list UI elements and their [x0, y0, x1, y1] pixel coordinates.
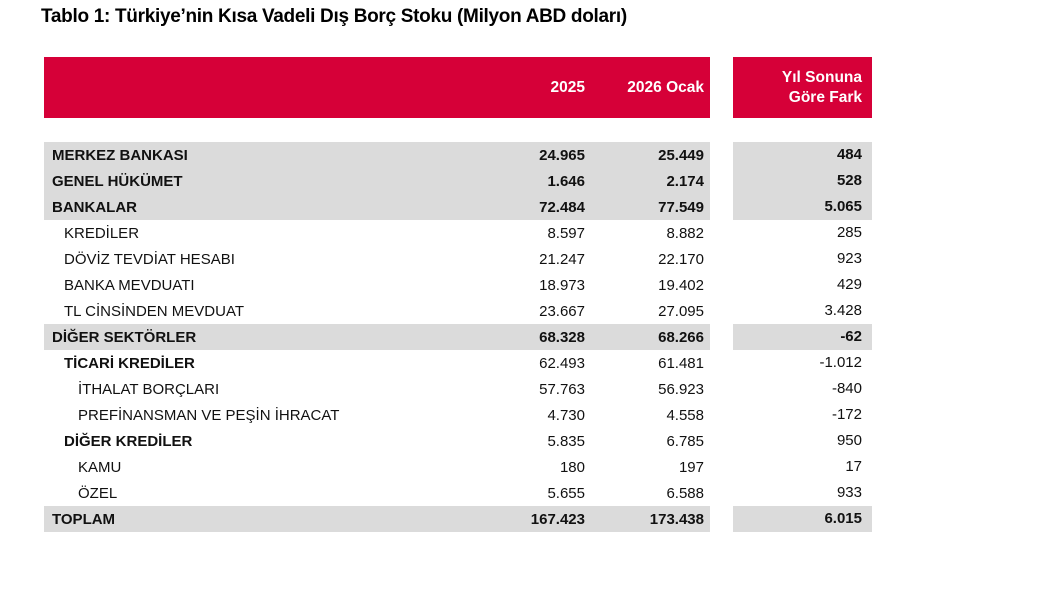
- value-2026-ocak: 22.170: [658, 250, 704, 268]
- table-row: [44, 480, 872, 506]
- row-label: ÖZEL: [78, 484, 118, 502]
- row-label: TL CİNSİNDEN MEVDUAT: [64, 302, 245, 320]
- value-2026-ocak: 68.266: [658, 328, 704, 346]
- row-label: TOPLAM: [52, 510, 116, 528]
- value-2025: 4.730: [547, 406, 585, 424]
- table-row: [44, 402, 872, 428]
- table-row: [44, 142, 872, 168]
- table-row: [44, 168, 872, 194]
- value-2025: 18.973: [539, 276, 585, 294]
- value-fark: 429: [733, 272, 872, 298]
- value-2026-ocak: 77.549: [658, 198, 704, 216]
- row-label: BANKALAR: [52, 198, 137, 216]
- table-body: [44, 142, 872, 532]
- value-fark: -1.012: [733, 350, 872, 376]
- column-header-2026-ocak: 2026 Ocak: [627, 78, 704, 96]
- value-fark: 484: [733, 142, 872, 168]
- table-row: [44, 246, 872, 272]
- value-fark: 285: [733, 220, 872, 246]
- value-fark: 3.428: [733, 298, 872, 324]
- value-fark: 5.065: [733, 194, 872, 220]
- row-label: DÖVİZ TEVDİAT HESABI: [64, 250, 235, 268]
- value-2026-ocak: 197: [678, 458, 704, 476]
- value-2026-ocak: 19.402: [658, 276, 704, 294]
- value-2025: 5.655: [547, 484, 585, 502]
- table-row: [44, 272, 872, 298]
- table-header-main: [44, 57, 710, 118]
- value-2025: 180: [559, 458, 585, 476]
- column-header-fark-line2: Göre Fark: [788, 88, 862, 106]
- table-row: [44, 220, 872, 246]
- column-header-fark-line1: Yıl Sonuna: [781, 68, 862, 86]
- debt-table: [44, 57, 872, 532]
- column-gap: [710, 57, 733, 118]
- value-fark: 923: [733, 246, 872, 272]
- value-2026-ocak: 2.174: [666, 172, 704, 190]
- table-row: [44, 298, 872, 324]
- row-label: BANKA MEVDUATI: [64, 276, 195, 294]
- value-2026-ocak: 8.882: [666, 224, 704, 242]
- row-label: KAMU: [78, 458, 122, 476]
- table-row: [44, 506, 872, 532]
- value-fark: 933: [733, 480, 872, 506]
- row-label: İTHALAT BORÇLARI: [78, 380, 220, 398]
- value-2026-ocak: 25.449: [658, 146, 704, 164]
- table-row: [44, 454, 872, 480]
- value-2026-ocak: 6.785: [666, 432, 704, 450]
- value-2026-ocak: 27.095: [658, 302, 704, 320]
- value-2025: 8.597: [547, 224, 585, 242]
- value-fark: -840: [733, 376, 872, 402]
- row-label: TİCARİ KREDİLER: [64, 354, 195, 372]
- value-2026-ocak: 56.923: [658, 380, 704, 398]
- value-2025: 24.965: [539, 146, 585, 164]
- value-2026-ocak: 6.588: [666, 484, 704, 502]
- value-2025: 5.835: [547, 432, 585, 450]
- page-title: Tablo 1: Türkiye’nin Kısa Vadeli Dış Borç Stoku (Milyon ABD doları): [41, 6, 627, 27]
- value-2025: 1.646: [547, 172, 585, 190]
- table-row: [44, 428, 872, 454]
- column-header-2025: 2025: [550, 78, 585, 96]
- value-2025: 72.484: [539, 198, 585, 216]
- value-fark: 950: [733, 428, 872, 454]
- row-label: KREDİLER: [64, 224, 140, 242]
- value-2026-ocak: 61.481: [658, 354, 704, 372]
- value-fark: 6.015: [733, 506, 872, 532]
- table-row: [44, 324, 872, 350]
- value-fark: 528: [733, 168, 872, 194]
- value-2026-ocak: 4.558: [666, 406, 704, 424]
- value-2025: 23.667: [539, 302, 585, 320]
- value-2026-ocak: 173.438: [649, 510, 704, 528]
- row-label: MERKEZ BANKASI: [52, 146, 188, 164]
- value-fark: -172: [733, 402, 872, 428]
- table-row: [44, 350, 872, 376]
- value-2025: 167.423: [530, 510, 585, 528]
- table-header-row: [44, 57, 872, 118]
- value-fark: -62: [733, 324, 872, 350]
- column-header-fark: [733, 57, 872, 118]
- row-label: GENEL HÜKÜMET: [52, 172, 183, 190]
- row-label: DİĞER KREDİLER: [64, 432, 193, 450]
- value-2025: 21.247: [539, 250, 585, 268]
- table-row: [44, 194, 872, 220]
- row-label: PREFİNANSMAN VE PEŞİN İHRACAT: [78, 406, 340, 424]
- row-label: DİĞER SEKTÖRLER: [52, 328, 197, 346]
- value-2025: 68.328: [539, 328, 585, 346]
- value-fark: 17: [733, 454, 872, 480]
- value-2025: 57.763: [539, 380, 585, 398]
- value-2025: 62.493: [539, 354, 585, 372]
- table-row: [44, 376, 872, 402]
